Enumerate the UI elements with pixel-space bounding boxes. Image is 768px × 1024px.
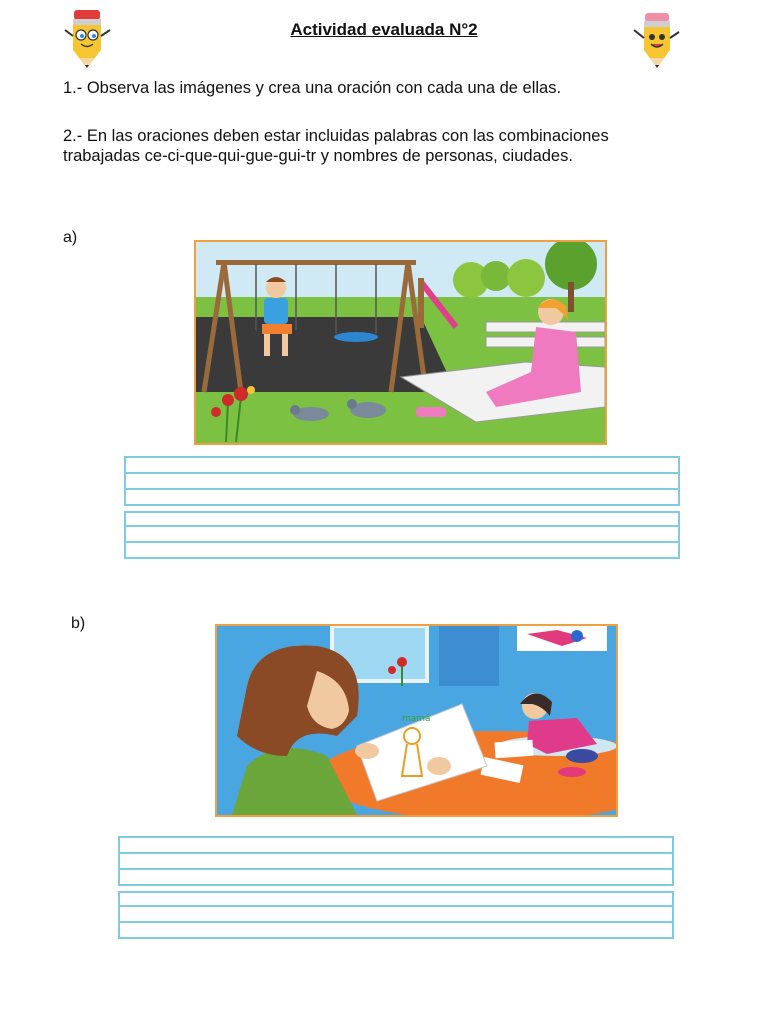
writing-box-a2[interactable] xyxy=(124,511,680,559)
drawing-illustration xyxy=(215,624,618,817)
item-a-label: a) xyxy=(63,229,78,246)
writing-box-b1[interactable] xyxy=(118,836,674,886)
writing-line xyxy=(120,852,672,854)
page-title xyxy=(0,20,768,40)
writing-line xyxy=(126,541,678,543)
instruction-2: 2.- En las oraciones deben estar incluidas palabras con las combinaciones trabajadas ce-ci-que-qui-gue-gui-tr y nombres de personas, ciudades. xyxy=(63,127,609,165)
instruction-1: 1.- Observa las imágenes y crea una oración con cada una de ellas. xyxy=(63,79,562,97)
writing-line xyxy=(120,905,672,907)
pencil-mascot-right-icon xyxy=(630,10,682,70)
writing-line xyxy=(126,488,678,490)
park-illustration xyxy=(194,240,607,445)
writing-box-a1[interactable] xyxy=(124,456,680,506)
writing-box-b2[interactable] xyxy=(118,891,674,939)
writing-line xyxy=(126,525,678,527)
item-b-label: b) xyxy=(71,615,86,632)
writing-line xyxy=(120,921,672,923)
page-title-text: Actividad evaluada N°2 xyxy=(290,20,478,39)
drawing-word: mamá xyxy=(402,714,431,724)
writing-line xyxy=(120,868,672,870)
writing-line xyxy=(126,472,678,474)
